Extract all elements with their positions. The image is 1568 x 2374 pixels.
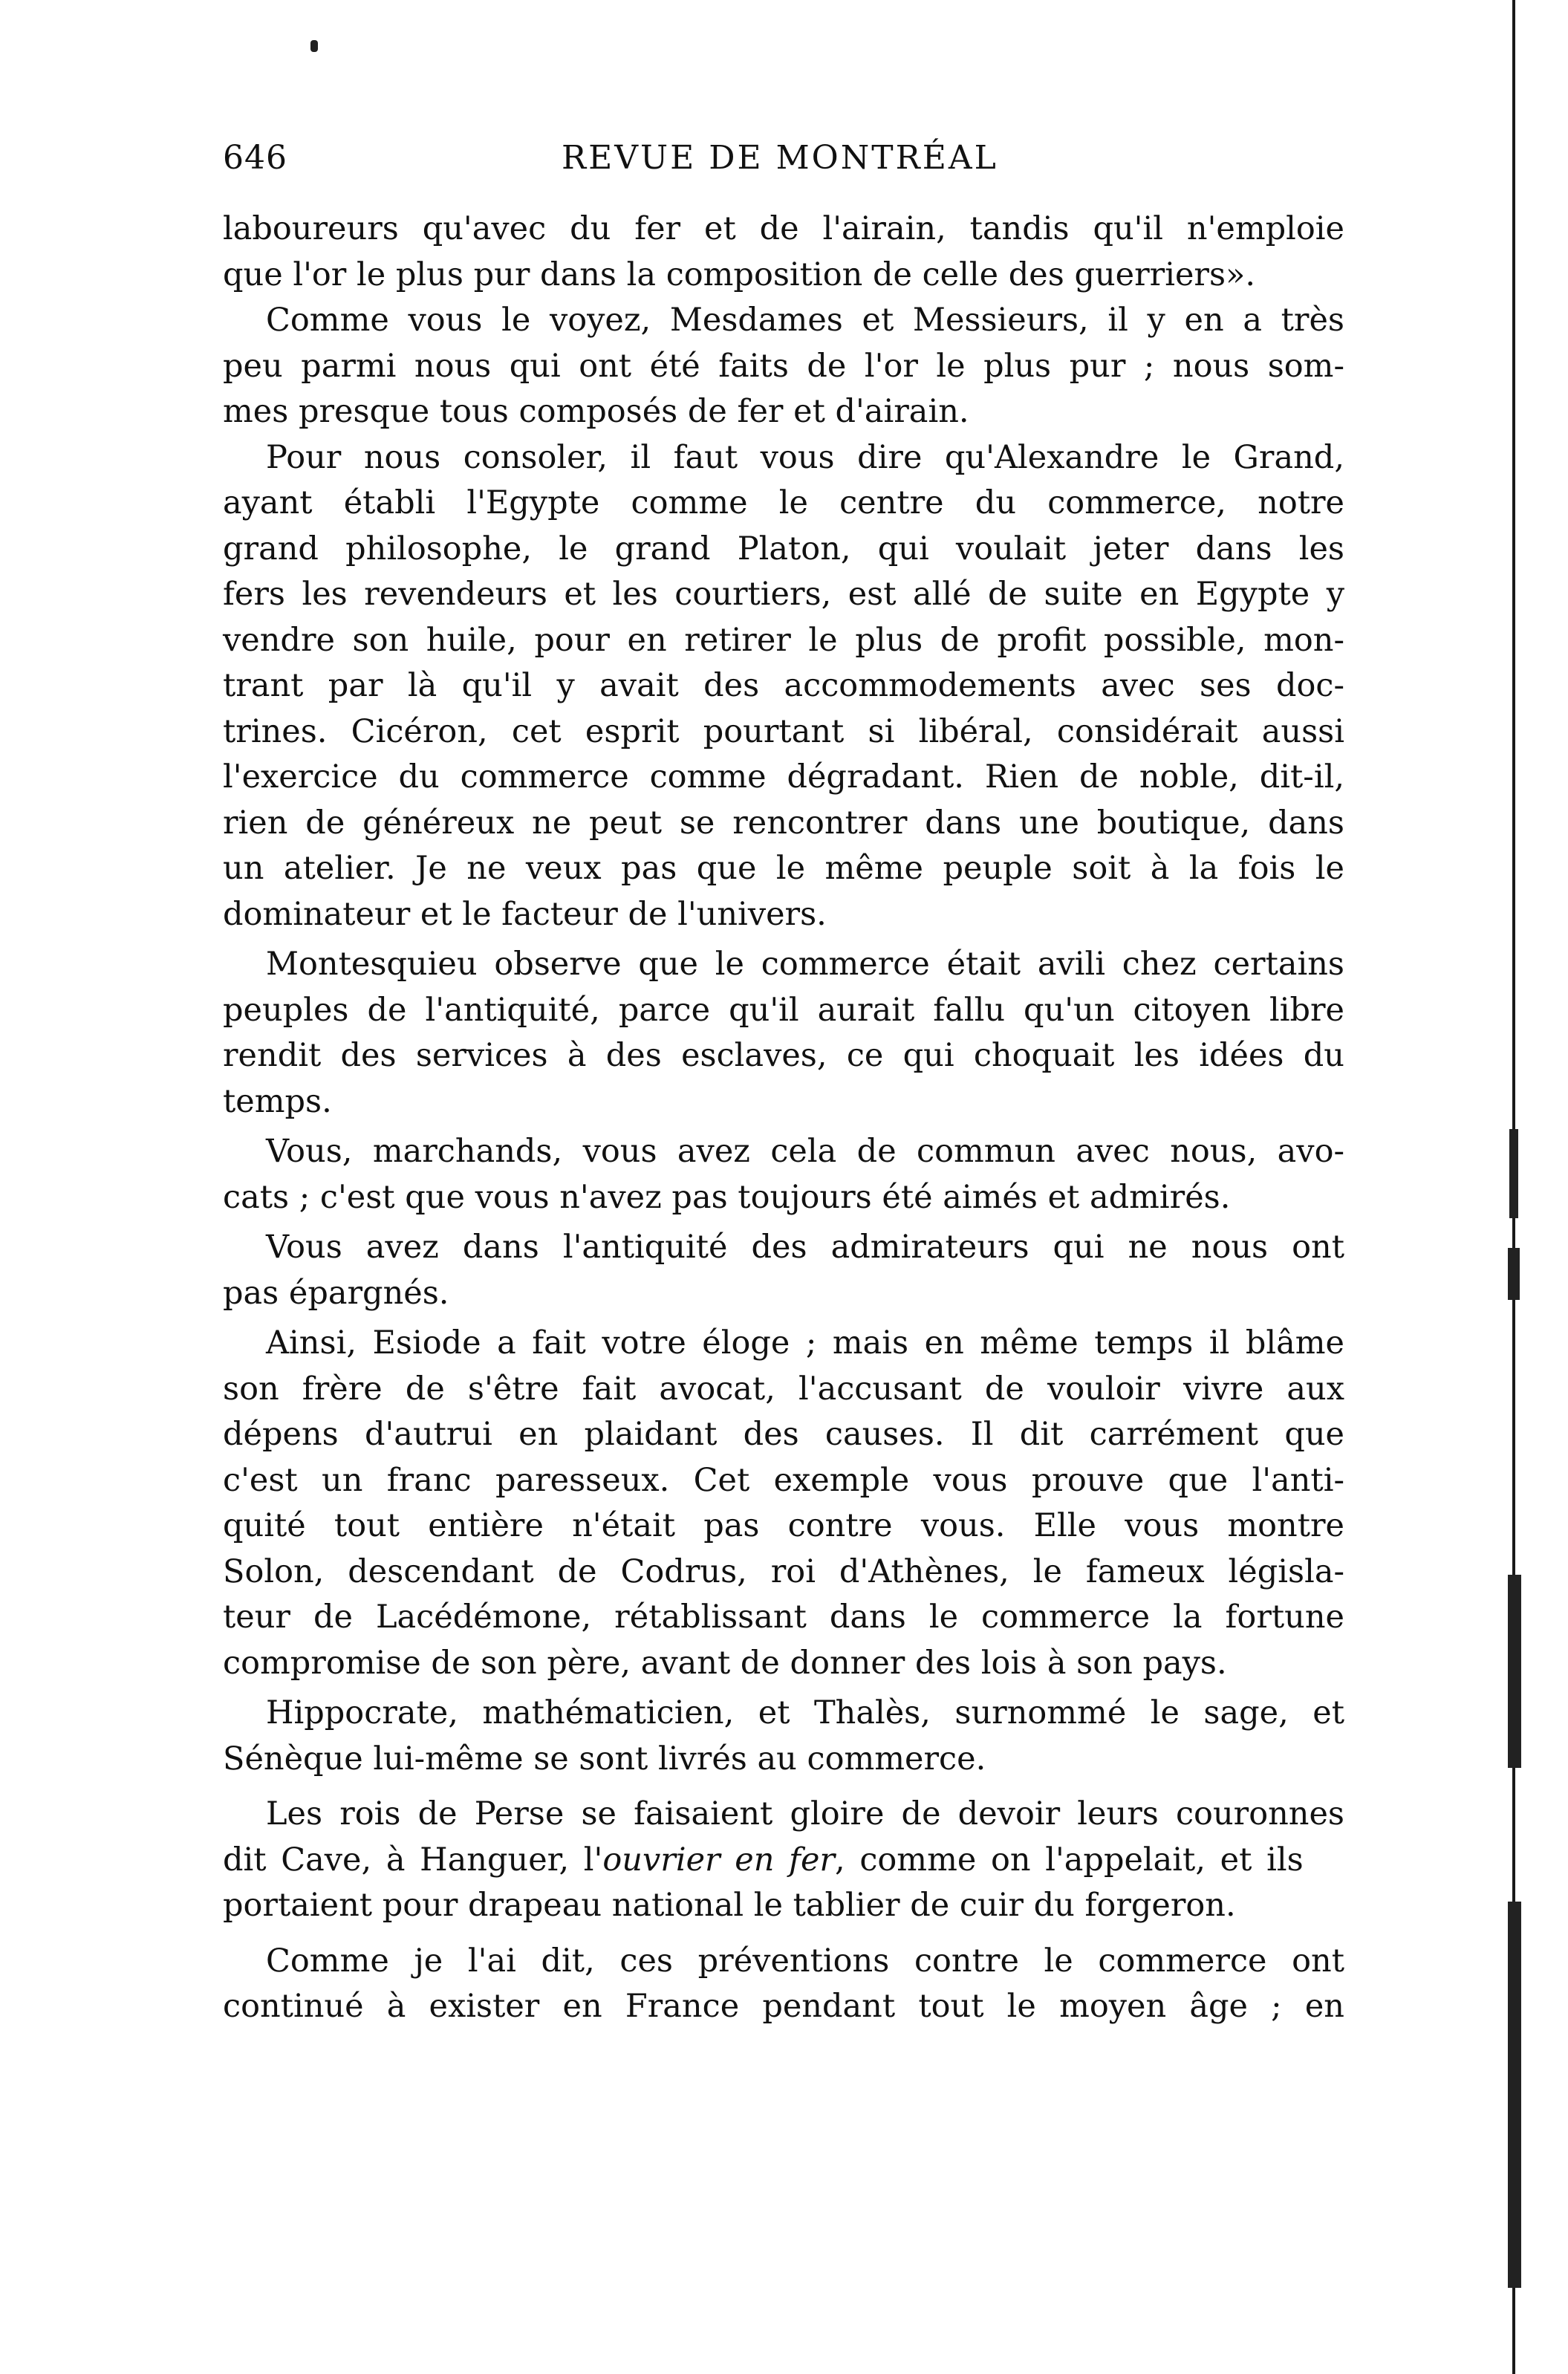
text-line: portaient pour drapeau national le tablier de cuir du forgeron. — [223, 1887, 1236, 1924]
text-line: Vous, marchands, vous avez cela de commun avec nous, avo- — [266, 1133, 1344, 1170]
journal-title: REVUE DE MONTRÉAL — [562, 139, 998, 177]
text-line: son frère de s'être fait avocat, l'accusant de vouloir vivre aux — [223, 1370, 1344, 1408]
text-line: teur de Lacédémone, rétablissant dans le commerce la fortune — [223, 1599, 1344, 1636]
text-line: peuples de l'antiquité, parce qu'il aurait fallu qu'un citoyen libre — [223, 991, 1344, 1029]
text-line: trines. Cicéron, cet esprit pourtant si libéral, considérait aussi — [223, 712, 1344, 750]
text-line: Vous avez dans l'antiquité des admirateurs qui ne nous ont — [266, 1229, 1344, 1266]
text-line: vendre son huile, pour en retirer le plus de profit possible, mon- — [223, 621, 1344, 659]
text-line: temps. — [223, 1082, 332, 1120]
body-text — [223, 206, 1344, 2030]
ink-speck — [310, 40, 318, 52]
text-line: que l'or le plus pur dans la composition de celle des guerriers». — [223, 256, 1256, 293]
text-line: dominateur et le facteur de l'univers. — [223, 895, 827, 933]
text-line: rendit des services à des esclaves, ce qui choquait les idées du — [223, 1037, 1344, 1074]
text-line: Sénèque lui-même se sont livrés au commerce. — [223, 1740, 986, 1778]
italic-phrase: ouvrier en fer — [602, 1841, 835, 1879]
text-line: cats ; c'est que vous n'avez pas toujours été aimés et admirés. — [223, 1178, 1231, 1216]
text-line: Comme vous le voyez, Mesdames et Messieurs, il y en a très — [266, 302, 1344, 339]
text-line: Les rois de Perse se faisaient gloire de devoir leurs couronnes — [266, 1795, 1344, 1832]
text-line: rien de généreux ne peut se rencontrer dans une boutique, dans — [223, 804, 1344, 842]
text-line: dépens d'autrui en plaidant des causes. Il dit carrément que — [223, 1416, 1344, 1453]
text-line: c'est un franc paresseux. Cet exemple vous prouve que l'anti- — [223, 1461, 1344, 1499]
scan-artifact — [1508, 1575, 1521, 1768]
running-head — [223, 132, 1344, 184]
text-line: quité tout entière n'était pas contre vous. Elle vous montre — [223, 1507, 1344, 1544]
text-line: Hippocrate, mathématicien, et Thalès, surnommé le sage, et — [266, 1694, 1344, 1731]
text-run: , comme on l'appelait, et ils — [834, 1841, 1304, 1879]
text-line: Solon, descendant de Codrus, roi d'Athènes, le fameux législa- — [223, 1552, 1344, 1590]
text-line: pas épargnés. — [223, 1274, 449, 1312]
text-line: trant par là qu'il y avait des accommodements avec ses doc- — [223, 667, 1344, 704]
text-line: grand philosophe, le grand Platon, qui voulait jeter dans les — [223, 530, 1344, 568]
text-line: compromise de son père, avant de donner des lois à son pays. — [223, 1644, 1227, 1682]
text-line: Montesquieu observe que le commerce était avili chez certains — [266, 946, 1344, 983]
page-number: 646 — [223, 139, 287, 177]
scan-artifact — [1508, 1248, 1520, 1300]
text-line: mes presque tous composés de fer et d'airain. — [223, 393, 969, 430]
text-line: Ainsi, Esiode a fait votre éloge ; mais en même temps il blâme — [266, 1324, 1344, 1362]
binding-edge — [1508, 0, 1530, 2374]
text-line: Pour nous consoler, il faut vous dire qu'Alexandre le Grand, — [266, 438, 1344, 476]
text-line: l'exercice du commerce comme dégradant. Rien de noble, dit-il, — [223, 758, 1344, 796]
text-line: peu parmi nous qui ont été faits de l'or le plus pur ; nous som- — [223, 347, 1344, 385]
scan-artifact — [1508, 1902, 1521, 2288]
text-line: continué à exister en France pendant tout le moyen âge ; en — [223, 1988, 1344, 2025]
text-line: laboureurs qu'avec du fer et de l'airain, tandis qu'il n'emploie — [223, 210, 1344, 247]
text-line: Comme je l'ai dit, ces préventions contre le commerce ont — [266, 1942, 1344, 1980]
text-line: fers les revendeurs et les courtiers, est allé de suite en Egypte y — [223, 576, 1344, 613]
text-line: un atelier. Je ne veux pas que le même peuple soit à la fois le — [223, 850, 1344, 887]
text-line: ayant établi l'Egypte comme le centre du commerce, notre — [223, 484, 1344, 521]
scan-artifact — [1509, 1129, 1518, 1218]
text-run: dit Cave, à Hanguer, l' — [223, 1841, 603, 1879]
text-line — [223, 1838, 1344, 1884]
